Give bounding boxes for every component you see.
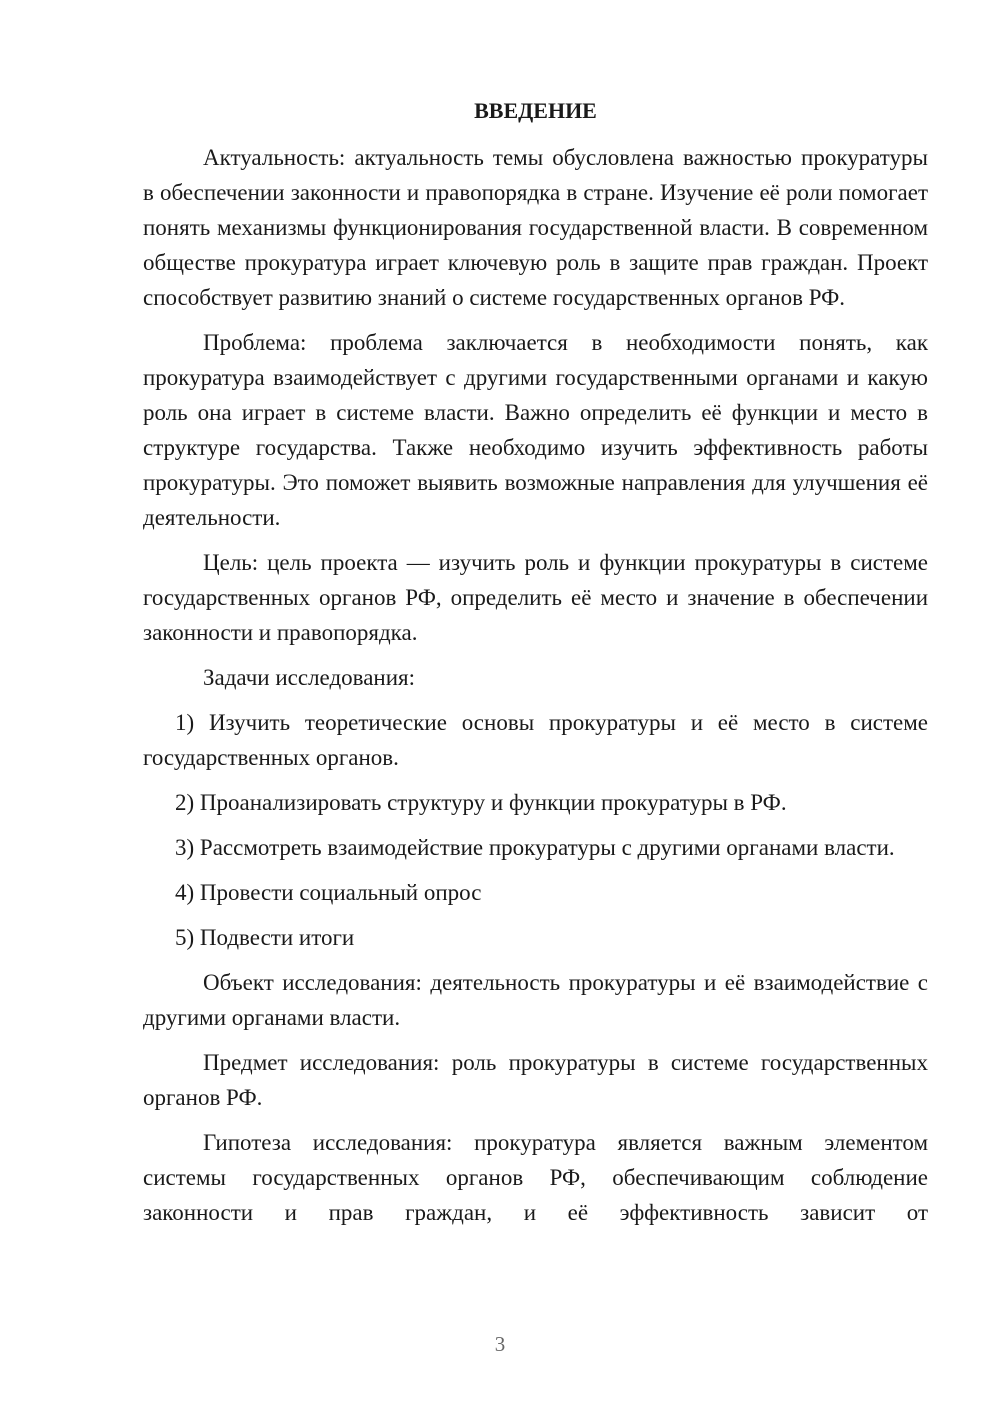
task-item-2: 2) Проанализировать структуру и функции прокуратуры в РФ. (175, 790, 787, 815)
task-item-4: 4) Провести социальный опрос (175, 880, 482, 905)
page-title: ВВЕДЕНИЕ (474, 98, 597, 123)
task-item-1: 1) Изучить теоретические основы прокуратуры и её место в системе государственных органов. (143, 710, 928, 770)
page-body (143, 96, 928, 1230)
task-item-5: 5) Подвести итоги (175, 925, 355, 950)
paragraph-subject: Предмет исследования: роль прокуратуры в системе государственных органов РФ. (143, 1050, 928, 1110)
tasks-heading: Задачи исследования: (203, 665, 416, 690)
paragraph-problem: Проблема: проблема заключается в необходимости понять, как прокуратура взаимодействует с другими государственными органами и какую роль она играет в системе власти. Важно определить её функции и место в структуре государства. Также необходимо изучить эффективность работы прокуратуры. Это поможет выявить возможные направления для улучшения её деятельности. (143, 330, 928, 530)
paragraph-object: Объект исследования: деятельность прокуратуры и её взаимодействие с другими органами власти. (143, 970, 928, 1030)
paragraph-hypothesis: Гипотеза исследования: прокуратура является важным элементом системы государственных органов РФ, обеспечивающим соблюдение законности и прав граждан, и её эффективность зависит от (143, 1130, 928, 1225)
page-number: 3 (494, 1332, 506, 1356)
paragraph-relevance: Актуальность: актуальность темы обусловлена важностью прокуратуры в обеспечении законности и правопорядка в стране. Изучение её роли помогает понять механизмы функционирования государственной власти. В современном обществе прокуратура играет ключевую роль в защите прав граждан. Проект способствует развитию знаний о системе государственных органов РФ. (143, 145, 928, 310)
paragraph-goal: Цель: цель проекта — изучить роль и функции прокуратуры в системе государственных органов РФ, определить её место и значение в обеспечении законности и правопорядка. (143, 550, 928, 645)
task-item-3: 3) Рассмотреть взаимодействие прокуратуры с другими органами власти. (175, 835, 895, 860)
